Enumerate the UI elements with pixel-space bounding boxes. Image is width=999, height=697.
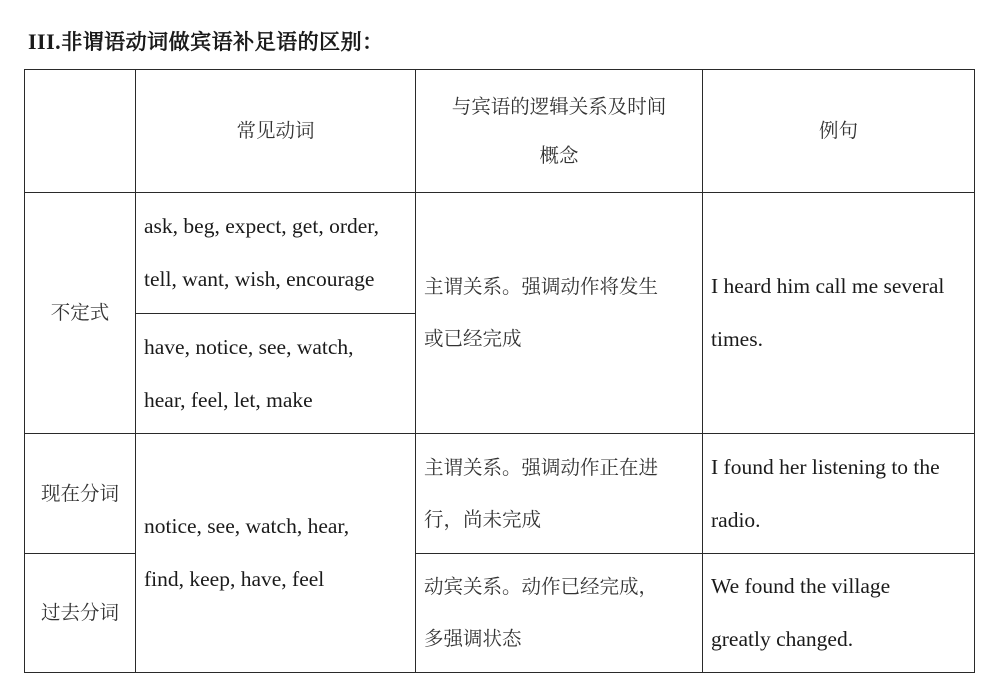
- infinitive-example-line2: times.: [711, 327, 763, 351]
- header-category-cell: [25, 70, 136, 193]
- infinitive-verbs-b-cell: [136, 314, 416, 434]
- past-participle-example-line2: greatly changed.: [711, 627, 854, 651]
- section-number: III.: [28, 29, 62, 54]
- header-relation-line1: 与宾语的逻辑关系及时间: [451, 95, 667, 118]
- table-row-infinitive-a: [25, 193, 975, 314]
- section-heading: [28, 26, 384, 56]
- infinitive-example-line1: I heard him call me several: [711, 274, 945, 298]
- present-participle-example-line2: radio.: [711, 507, 761, 532]
- present-participle-label: 现在分词: [40, 481, 119, 505]
- header-row: [25, 70, 975, 193]
- past-participle-relation-line1: 动宾关系。动作已经完成，: [424, 575, 659, 598]
- past-participle-label-cell: [25, 554, 136, 673]
- participle-verbs-cell: [136, 434, 416, 673]
- infinitive-verbs-a-line2: tell, want, wish, encourage: [144, 267, 375, 291]
- infinitive-relation-cell: [416, 193, 703, 434]
- header-relation-cell: [416, 70, 703, 193]
- header-verbs-cell: [136, 70, 416, 193]
- present-participle-example-cell: [703, 434, 975, 554]
- infinitive-verbs-b-line2: hear, feel, let, make: [144, 387, 313, 412]
- participle-verbs-line2: find, keep, have, feel: [144, 567, 325, 591]
- past-participle-relation-cell: [416, 554, 703, 673]
- past-participle-relation-line2: 多强调状态: [424, 627, 522, 650]
- section-title: 非谓语动词做宾语补足语的区别：: [61, 30, 384, 54]
- header-verbs-label: 常见动词: [236, 119, 315, 142]
- header-example-cell: [703, 70, 975, 193]
- infinitive-label-cell: [25, 193, 136, 434]
- present-participle-relation-line2: 行，尚未完成: [424, 507, 542, 531]
- header-relation-line2: 概念: [539, 144, 579, 167]
- present-participle-relation-line1: 主谓关系。强调动作正在进: [424, 455, 659, 479]
- present-participle-example-line1: I found her listening to the: [711, 454, 940, 479]
- infinitive-verbs-a-line1: ask, beg, expect, get, order,: [144, 214, 379, 238]
- past-participle-example-cell: [703, 554, 975, 673]
- infinitive-verbs-a-cell: [136, 193, 416, 314]
- present-participle-label-cell: [25, 434, 136, 554]
- past-participle-label: 过去分词: [40, 601, 119, 624]
- past-participle-example-line1: We found the village: [711, 574, 891, 598]
- header-example-label: 例句: [818, 119, 858, 142]
- infinitive-label: 不定式: [50, 301, 110, 324]
- infinitive-example-cell: [703, 193, 975, 434]
- infinitive-relation-line1: 主谓关系。强调动作将发生: [424, 275, 659, 298]
- table-row-present-participle: [25, 434, 975, 554]
- infinitive-verbs-b-line1: have, notice, see, watch,: [144, 334, 354, 359]
- comparison-table: [24, 69, 975, 673]
- participle-verbs-line1: notice, see, watch, hear,: [144, 514, 350, 538]
- present-participle-relation-cell: [416, 434, 703, 554]
- infinitive-relation-line2: 或已经完成: [424, 327, 522, 350]
